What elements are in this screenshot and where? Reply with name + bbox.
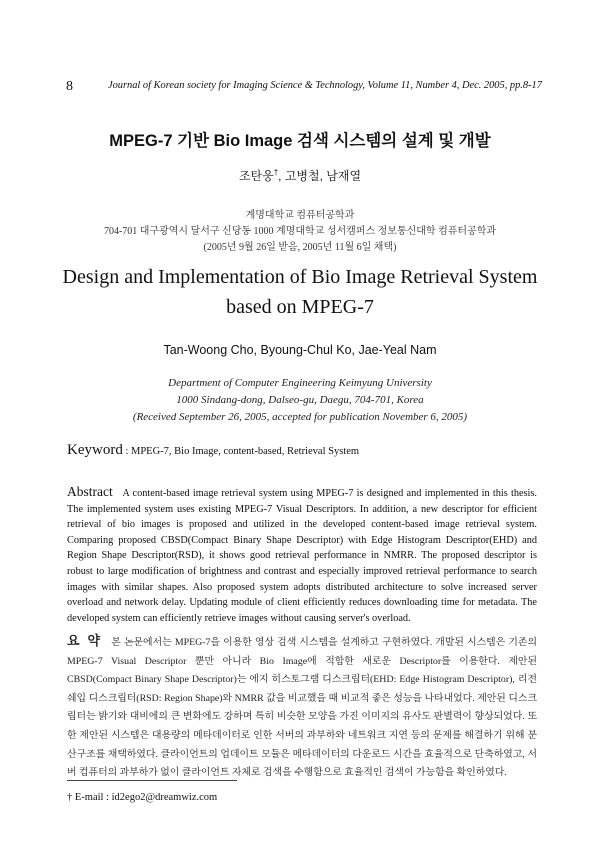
korean-abstract-text: 본 논문에서는 MPEG-7을 이용한 영상 검색 시스템을 설계하고 구현하였다. 개발된 시스템은 기존의 MPEG-7 Visual Descriptor 뿐만 아니라 Bio Image에 적합한 새로운 Descriptor를 이용한다. 제안된 CBSD(Compact Binary Shape Descriptor)는 에지 히스토그램 디스크립터(EHD: Edge Histogram Descriptor), 리전 쉐입 디스크립터(RSD: Region Shape)와 NMRR 값을 비교했을 때 비교적 좋은 성능을 나타내었다. 제안된 디스크립터는 밝기와 대비에의 큰 변화에도 강하며 특히 비슷한 모양을 가진 이미지의 유사도 판별력이 향상되었다. 또한 제안된 시스템은 대용량의 메타데이터로 인한 서버의 과부하와 네트워크 지연 등의 문제를 해결하기 위해 분산구조를 채택하였다. 클라이언트의 업데이트 모듈은 메타데이터의 다운로드 시간을 효율적으로 단축하였고, 서버 컴퓨터의 과부하가 없이 클라이언트 자체로 검색을 수행함으로 효율적인 검색이 가능함을 확인하였다. bbox=[67, 637, 537, 779]
korean-title: MPEG-7 기반 Bio Image 검색 시스템의 설계 및 개발 bbox=[109, 132, 491, 150]
keyword-label: Keyword bbox=[67, 442, 123, 458]
page-number: 8 bbox=[66, 79, 73, 94]
corresponding-author-mark: † bbox=[273, 168, 279, 177]
keyword-separator: : bbox=[122, 446, 131, 457]
korean-affiliation-2: 704-701 대구광역시 달서구 신당동 1000 계명대학교 성서캠퍼스 정보통신대학 컴퓨터공학과 bbox=[103, 226, 497, 237]
english-received-date: (Received September 26, 2005, accepted for publication November 6, 2005) bbox=[132, 411, 468, 423]
footnote-divider bbox=[67, 780, 237, 781]
abstract-paragraph bbox=[67, 484, 537, 626]
korean-abstract-label: 요약 bbox=[67, 633, 109, 648]
english-affiliation-1: Department of Computer Engineering Keimyung University bbox=[168, 377, 432, 389]
english-authors: Tan-Woong Cho, Byoung-Chul Ko, Jae-Yeal Nam bbox=[163, 343, 437, 357]
english-title: Design and Implementation of Bio Image Retrieval System based on MPEG-7 bbox=[62, 266, 538, 318]
korean-authors-rest: , 고병철, 남재열 bbox=[278, 169, 362, 183]
abstract-text: A content-based image retrieval system using MPEG-7 is designed and implemented in this thesis. The implemented system uses existing MPEG-7 Visual Descriptors. In addition, a new descriptor for efficient retrieval of bio images is proposed and utilized in the developed content-based image retrieval system. Comparing proposed CBSD(Compact Binary Shape Descriptor) with Edge Histogram Descriptor(EHD) and Region Shape Descriptor(RSD), it shows good retrieval performance in NMRR. The proposed descriptor is robust to large modification of brightness and contrast and especially improved retrieval performance to search images with similar shapes. Also proposed system adopts distributed architecture to solve increased server overload and network delay. Updating module of client efficiently reduces downloading time for metadata. The developed system can efficiently retrieve images without causing server's overload. bbox=[67, 488, 537, 624]
english-affiliation-2: 1000 Sindang-dong, Dalseo-gu, Daegu, 704-701, Korea bbox=[176, 394, 424, 406]
korean-abstract-paragraph bbox=[67, 632, 537, 783]
keyword-line bbox=[67, 442, 359, 459]
korean-author-first: 조탄웅 bbox=[238, 169, 274, 183]
footnote-email: † E-mail : id2ego2@dreamwiz.com bbox=[67, 792, 218, 803]
abstract-label: Abstract bbox=[67, 484, 113, 499]
korean-received-date: (2005년 9월 26일 받음, 2005년 11월 6일 채택) bbox=[203, 242, 397, 253]
keyword-text: MPEG-7, Bio Image, content-based, Retrieval System bbox=[131, 446, 360, 457]
korean-authors bbox=[0, 167, 600, 184]
korean-affiliation-1: 계명대학교 컴퓨터공학과 bbox=[245, 210, 355, 221]
journal-header: Journal of Korean society for Imaging Science & Technology, Volume 11, Number 4, Dec. 2005, pp.8-17 bbox=[108, 80, 542, 91]
